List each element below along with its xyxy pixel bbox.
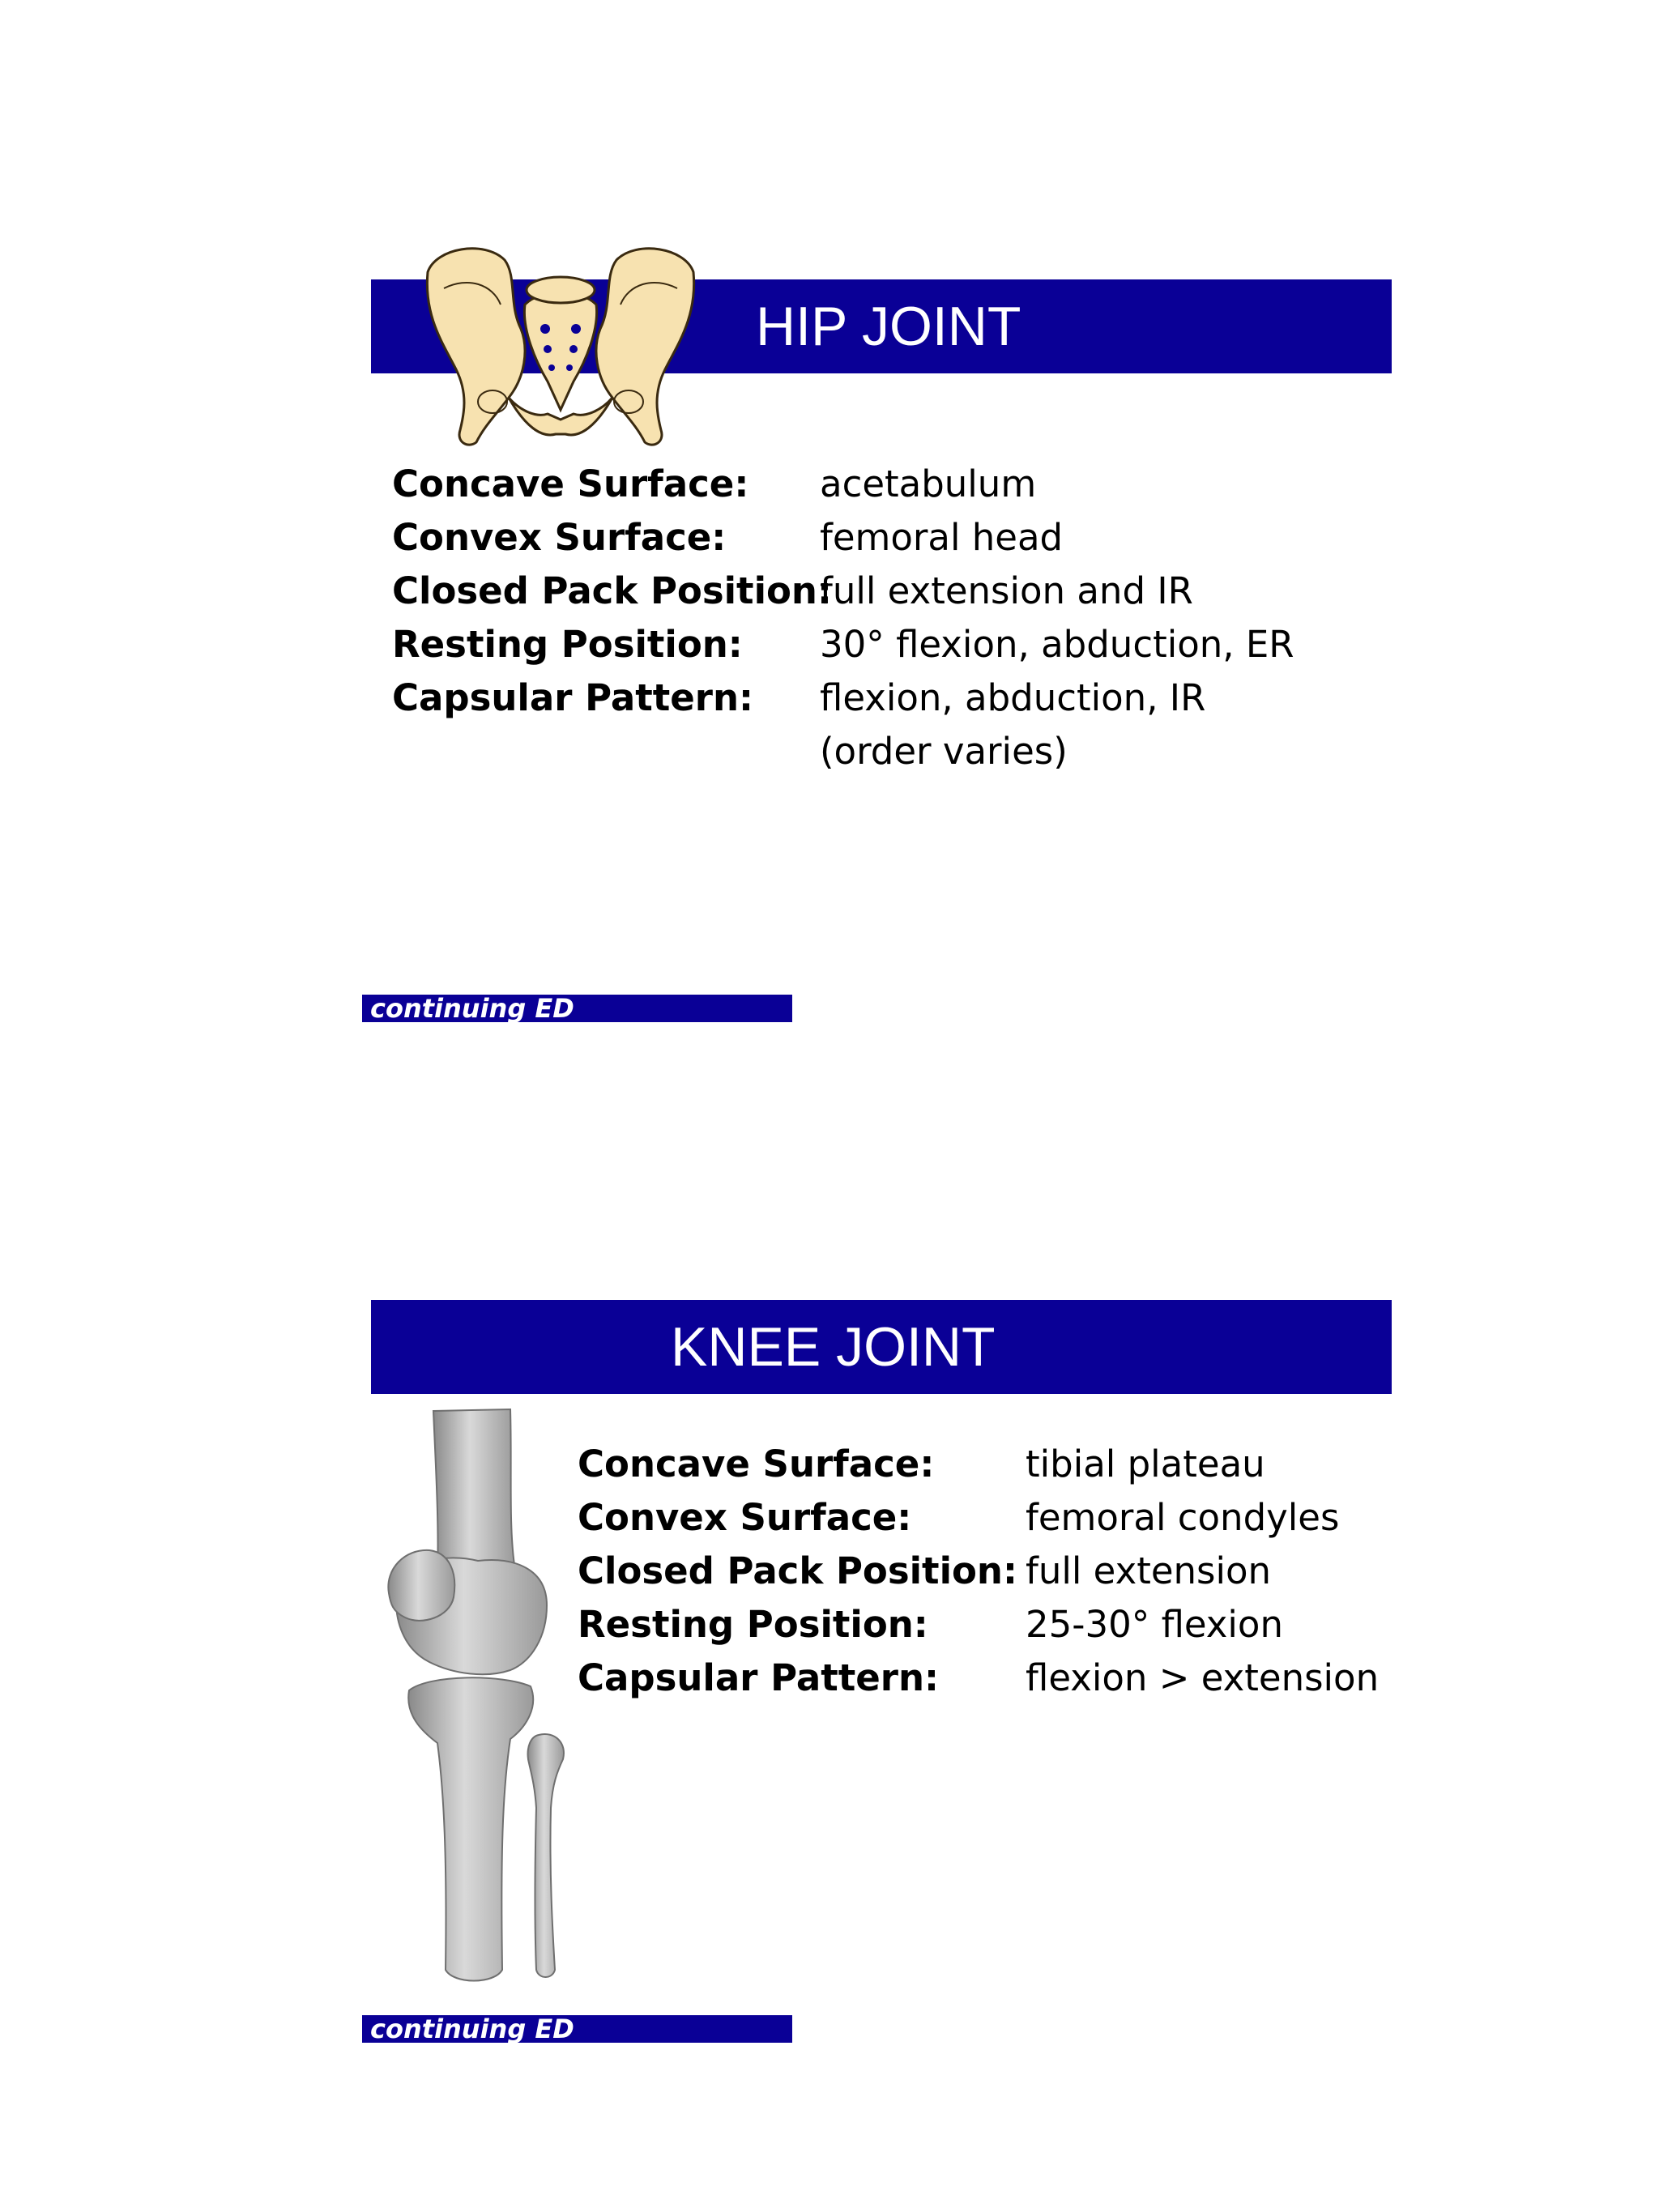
property-value: 30° flexion, abduction, ER (820, 623, 1294, 666)
knee-properties (578, 1438, 1379, 1705)
property-label: Capsular Pattern: (392, 676, 753, 719)
property-row (392, 725, 1294, 778)
property-row (392, 565, 1294, 618)
property-label: Capsular Pattern: (578, 1656, 939, 1699)
knee-title-bar (371, 1300, 1392, 1394)
property-row (578, 1598, 1379, 1652)
property-row (392, 511, 1294, 565)
property-label: Closed Pack Position: (392, 569, 832, 612)
knee-bones-illustration (373, 1403, 593, 2006)
property-label: Concave Surface: (578, 1443, 935, 1485)
property-label: Resting Position: (392, 623, 743, 666)
property-value: femoral head (820, 516, 1064, 559)
property-value: flexion > extension (1026, 1656, 1380, 1699)
property-row (392, 458, 1294, 511)
property-row (392, 671, 1294, 725)
property-row (578, 1491, 1379, 1545)
property-label (392, 725, 820, 778)
pelvis-illustration (420, 240, 702, 452)
property-value: full extension and IR (820, 569, 1193, 612)
hip-properties (392, 458, 1294, 778)
knee-joint-slide (0, 1021, 1659, 2044)
property-value: flexion, abduction, IR (820, 676, 1206, 719)
property-value: tibial plateau (1026, 1443, 1265, 1485)
property-value: femoral condyles (1026, 1496, 1340, 1539)
property-row (578, 1438, 1379, 1491)
property-value: 25-30° flexion (1026, 1603, 1283, 1646)
property-value: (order varies) (820, 730, 1068, 773)
property-row (578, 1545, 1379, 1598)
property-value: full extension (1026, 1549, 1272, 1592)
knee-footer-banner: continuing ED (362, 2015, 792, 2043)
property-row (392, 618, 1294, 671)
hip-footer-banner: continuing ED (362, 995, 792, 1022)
property-row (578, 1652, 1379, 1705)
knee-title: KNEE JOINT (671, 1316, 996, 1378)
property-value: acetabulum (820, 462, 1037, 505)
hip-joint-slide (0, 0, 1659, 1024)
property-label: Closed Pack Position: (578, 1549, 1017, 1592)
property-label: Concave Surface: (392, 462, 749, 505)
hip-title: HIP JOINT (756, 296, 1021, 357)
property-label: Resting Position: (578, 1603, 928, 1646)
property-label: Convex Surface: (392, 516, 727, 559)
property-label: Convex Surface: (578, 1496, 912, 1539)
